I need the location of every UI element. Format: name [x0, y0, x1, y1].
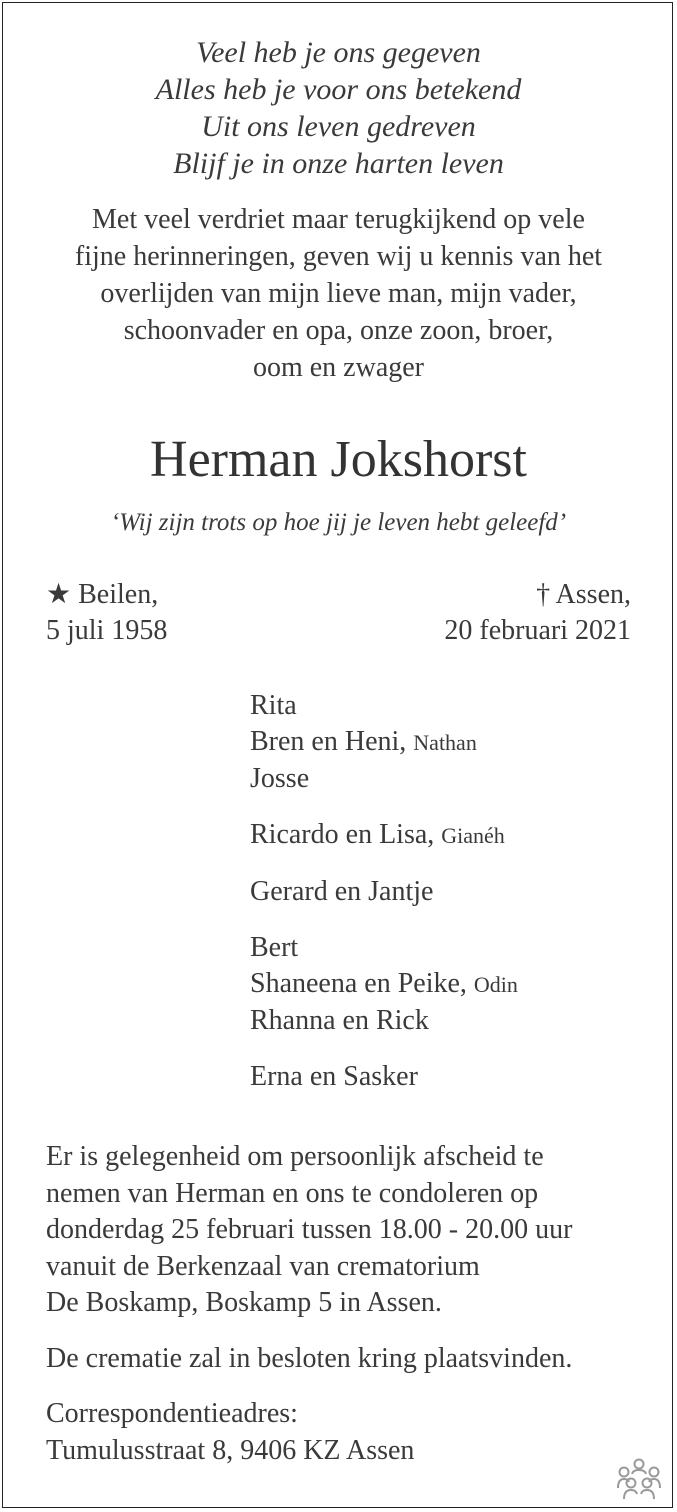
grandchild-name: Nathan: [413, 730, 477, 755]
grandchild-name: Odin: [473, 972, 518, 997]
survivor-group: [250, 1059, 518, 1095]
survivor-line: Erna en Sasker: [250, 1061, 418, 1092]
cremation-text: De crematie zal in besloten kring plaatsvinden.: [46, 1342, 573, 1374]
intro-line: schoonvader en opa, onze zoon, broer,: [123, 315, 554, 346]
intro-line: overlijden van mijn lieve man, mijn vader,: [100, 278, 577, 309]
survivor-group: [250, 874, 518, 910]
ceremony-line: vanuit de Berkenzaal van crematorium: [46, 1250, 480, 1282]
people-group-icon: [615, 1458, 663, 1500]
poem-line: Blijf je in onze harten leven: [173, 147, 504, 180]
death-place: † Assen,: [536, 579, 631, 610]
survivor-line: Bert: [250, 932, 299, 963]
death-info: [444, 577, 631, 649]
survivor-group: [250, 688, 518, 797]
survivors-list: [250, 688, 518, 1115]
ceremony-line: nemen van Herman en ons te condoleren op: [46, 1177, 539, 1209]
intro-line: fijne herinneringen, geven wij u kennis van het: [74, 241, 603, 272]
poem: [0, 34, 677, 182]
survivor-line: Josse: [250, 763, 310, 794]
poem-line: Alles heb je voor ons betekend: [155, 73, 522, 106]
ceremony-line: De Boskamp, Boskamp 5 in Assen.: [46, 1287, 442, 1318]
ceremony-line: donderdag 25 februari tussen 18.00 - 20.00 uur: [46, 1214, 573, 1245]
survivor-group: [250, 930, 518, 1039]
ceremony-line: Er is gelegenheid om persoonlijk afscheid te: [46, 1141, 544, 1172]
correspondence-address: Tumulusstraat 8, 9406 KZ Assen: [46, 1434, 415, 1466]
correspondence-label: Correspondentieadres:: [46, 1398, 298, 1429]
survivor-line: [250, 817, 518, 854]
birth-place: ★ Beilen,: [46, 579, 159, 610]
death-date: 20 februari 2021: [444, 615, 631, 646]
survivor-group: [250, 817, 518, 854]
survivor-names: Shaneena en Peike,: [250, 968, 467, 999]
intro-line: oom en zwager: [252, 352, 425, 383]
grandchild-name: Gianéh: [441, 823, 505, 848]
survivor-names: Ricardo en Lisa,: [250, 819, 435, 850]
survivor-line: Gerard en Jantje: [250, 876, 434, 907]
deceased-name: Herman Jokshorst: [150, 431, 527, 488]
birth-date: 5 juli 1958: [46, 615, 168, 646]
motto: ‘Wij zijn trots op hoe jij je leven hebt geleefd’: [110, 509, 567, 536]
survivor-line: Rita: [250, 690, 297, 721]
details-section: [46, 1139, 646, 1469]
poem-line: Uit ons leven gedreven: [201, 110, 476, 143]
survivor-names: Bren en Heni,: [250, 726, 407, 757]
correspondence: [46, 1396, 646, 1469]
survivor-line: [250, 724, 518, 761]
intro-line: Met veel verdriet maar terugkijkend op vele: [92, 204, 585, 235]
birth-info: [46, 577, 167, 649]
ceremony-text: [46, 1139, 646, 1322]
survivor-line: Rhanna en Rick: [250, 1005, 429, 1036]
intro-text: [0, 201, 677, 386]
survivor-line: [250, 966, 518, 1003]
poem-line: Veel heb je ons gegeven: [196, 36, 481, 69]
